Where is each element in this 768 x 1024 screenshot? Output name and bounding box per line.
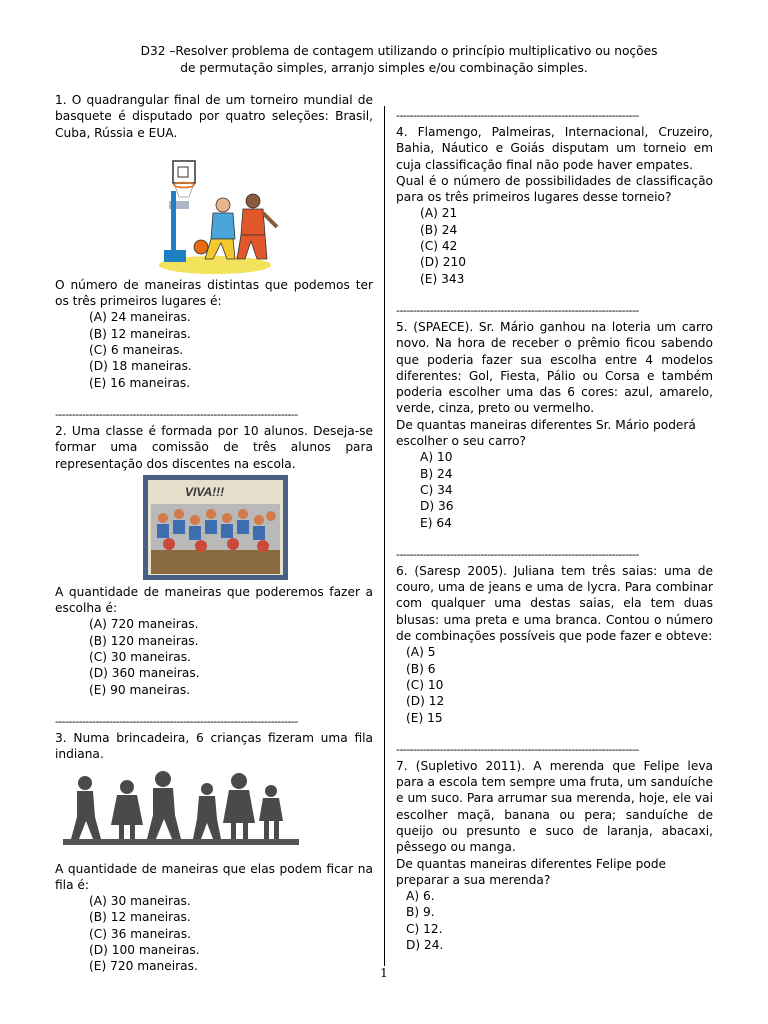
classroom-image: [55, 474, 373, 582]
question-1: [55, 92, 373, 391]
option: (E) 343: [420, 271, 465, 286]
question-3: [55, 730, 373, 975]
question-2-options: [55, 616, 373, 697]
page-header: [0, 43, 768, 77]
question-1-text: 1. O quadrangular final de um torneiro mundial de basquete é disputado por quatro seleções: Brasil, Cuba, Rússia e EUA.: [55, 93, 373, 140]
option: D) 36: [420, 499, 454, 514]
question-3-text: 3. Numa brincadeira, 6 crianças fizeram uma fila indiana.: [55, 730, 373, 762]
option: (A) 21: [420, 206, 458, 221]
option: (B) 12 maneiras.: [89, 326, 191, 341]
option: (A) 5: [406, 645, 436, 660]
classroom-caption: VIVA!!!: [185, 484, 225, 499]
column-divider: [384, 106, 385, 966]
option: (D) 100 maneiras.: [89, 943, 200, 958]
basketball-players-image: [55, 143, 373, 275]
option: A) 10: [420, 450, 453, 465]
question-7: [396, 758, 713, 954]
option: A) 6.: [406, 889, 435, 904]
question-7-options: [396, 888, 713, 953]
option: (E) 15: [406, 710, 443, 725]
question-1-options: [55, 309, 373, 390]
option: (D) 210: [420, 255, 467, 270]
option: (C) 10: [406, 677, 444, 692]
question-5-options: [396, 449, 713, 530]
option: (D) 18 maneiras.: [89, 359, 192, 374]
option: (A) 24 maneiras.: [89, 310, 191, 325]
separator: ------------------------------------------------------------------------: [55, 407, 298, 421]
question-7-prompt: De quantas maneiras diferentes Felipe pode preparar a sua merenda?: [396, 856, 667, 887]
separator: ------------------------------------------------------------------------: [396, 547, 639, 561]
left-column: [55, 92, 373, 975]
option: B) 24: [420, 466, 453, 481]
question-2: [55, 423, 373, 698]
question-4-options: [396, 205, 713, 286]
header-line-2: de permutação simples, arranjo simples e/ou combinação simples.: [180, 61, 588, 75]
option: (C) 36 maneiras.: [89, 926, 191, 941]
option: (B) 12 maneiras.: [89, 910, 191, 925]
question-7-text: 7. (Supletivo 2011). A merenda que Felipe leva para a escola tem sempre uma fruta, um sanduíche e um suco. Para arrumar sua merenda, hoje, ele vai escolher maçã, banana ou pera; sanduíche de queijo ou presunto e suco de laranja, abacaxi, pêssego ou manga.: [396, 758, 713, 855]
option: (B) 120 maneiras.: [89, 633, 199, 648]
question-6-text: 6. (Saresp 2005). Juliana tem três saias: uma de couro, uma de jeans e uma de lycra. Para combinar com qualquer uma destas saias, ela tem duas blusas: uma preta e uma branca. Contou o número de combinações possíveis que pode fazer e obteve:: [396, 563, 713, 644]
page-number: 1: [380, 966, 388, 980]
header-line-1: D32 –Resolver problema de contagem utilizando o princípio multiplicativo ou noções: [140, 44, 658, 58]
option: (A) 30 maneiras.: [89, 894, 191, 909]
option: C) 12.: [406, 921, 443, 936]
question-2-prompt: A quantidade de maneiras que poderemos fazer a escolha é:: [55, 584, 373, 616]
question-6: [396, 563, 713, 726]
option: C) 34: [420, 482, 453, 497]
question-2-text: 2. Uma classe é formada por 10 alunos. Deseja-se formar uma comissão de três alunos para representação dos discentes na escola.: [55, 423, 373, 471]
separator: ------------------------------------------------------------------------: [396, 303, 639, 317]
option: (E) 16 maneiras.: [89, 375, 191, 390]
separator: ------------------------------------------------------------------------: [55, 714, 298, 728]
question-3-options: [55, 893, 373, 974]
option: (A) 720 maneiras.: [89, 617, 199, 632]
right-column: [396, 92, 713, 953]
option: (E) 720 maneiras.: [89, 959, 198, 974]
option: (B) 24: [420, 222, 458, 237]
question-4-text: 4. Flamengo, Palmeiras, Internacional, Cruzeiro, Bahia, Náutico e Goiás disputam um torneio em cuja classificação final não pode haver empates.: [396, 125, 713, 172]
option: (E) 90 maneiras.: [89, 682, 191, 697]
separator: ------------------------------------------------------------------------: [396, 742, 639, 756]
option: E) 64: [420, 515, 452, 530]
option: D) 24.: [406, 938, 444, 953]
question-5: [396, 319, 713, 531]
option: (D) 360 maneiras.: [89, 666, 200, 681]
children-silhouette-image: [55, 765, 373, 857]
separator: ------------------------------------------------------------------------: [396, 109, 639, 122]
option: B) 9.: [406, 905, 435, 920]
option: (C) 6 maneiras.: [89, 343, 184, 358]
question-4-prompt: Qual é o número de possibilidades de classificação para os três primeiros lugares desse torneio?: [396, 173, 713, 205]
option: (B) 6: [406, 661, 436, 676]
option: (D) 12: [406, 694, 445, 709]
question-1-prompt: O número de maneiras distintas que podemos ter os três primeiros lugares é:: [55, 277, 373, 309]
question-5-prompt: De quantas maneiras diferentes Sr. Mário poderá escolher o seu carro?: [396, 417, 696, 449]
question-3-prompt: A quantidade de maneiras que elas podem ficar na fila é:: [55, 861, 373, 892]
question-4: [396, 124, 713, 287]
question-6-options: [396, 644, 713, 725]
question-5-text: 5. (SPAECE). Sr. Mário ganhou na loteria um carro novo. Na hora de receber o prêmio ficou sabendo que poderia fazer sua escolha entre 4 modelos diferentes: Gol, Fiesta, Pálio ou Corsa e também poderia escolher uma das 6 cores: azul, amarelo, verde, cinza, preto ou vermelho.: [396, 319, 713, 416]
option: (C) 42: [420, 239, 458, 254]
option: (C) 30 maneiras.: [89, 650, 191, 665]
